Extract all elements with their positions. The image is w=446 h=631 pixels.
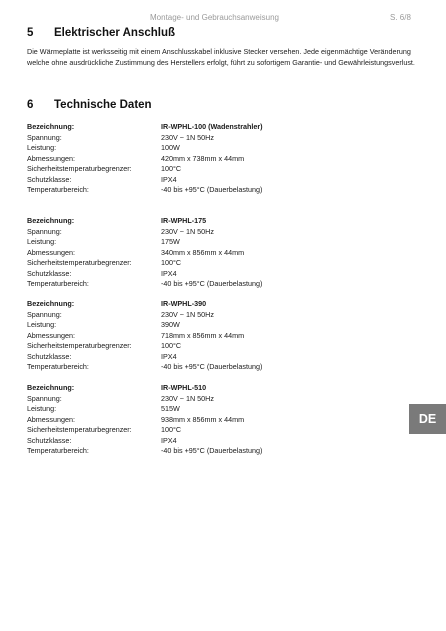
spec-value: 230V ~ 1N 50Hz [161, 393, 214, 403]
spec-label: Bezeichnung: [27, 383, 75, 392]
page-header [0, 13, 446, 25]
spec-row [27, 122, 407, 133]
spec-label: Leistung: [27, 143, 57, 152]
spec-row [27, 404, 407, 415]
spec-row [27, 154, 407, 165]
spec-value: -40 bis +95°C (Dauerbelastung) [161, 362, 263, 371]
spec-label: Sicherheitstemperaturbegrenzer: [27, 425, 132, 434]
spec-row [27, 446, 407, 457]
spec-row [27, 362, 407, 373]
spec-label: Spannung: [27, 393, 62, 403]
spec-value: 100°C [161, 425, 182, 434]
spec-value: 515W [161, 404, 180, 413]
spec-value: -40 bis +95°C (Dauerbelastung) [161, 446, 263, 455]
section-5-heading [27, 27, 175, 39]
spec-row [27, 394, 407, 405]
spec-row [27, 248, 407, 259]
spec-value: 100°C [161, 341, 182, 350]
section-6-heading [27, 99, 152, 111]
spec-row [27, 185, 407, 196]
spec-row [27, 341, 407, 352]
document-title: Montage- und Gebrauchsanweisung [150, 13, 279, 22]
spec-label: Abmessungen: [27, 153, 75, 163]
spec-label: Sicherheitstemperaturbegrenzer: [27, 164, 132, 173]
spec-label: Bezeichnung: [27, 122, 75, 131]
spec-value: IPX4 [161, 268, 177, 278]
spec-value: IR-WPHL-390 [161, 299, 207, 308]
spec-label: Schutzklasse: [27, 435, 72, 445]
spec-row [27, 320, 407, 331]
spec-label: Spannung: [27, 132, 62, 142]
spec-row [27, 133, 407, 144]
spec-label: Temperaturbereich: [27, 185, 89, 194]
spec-row [27, 415, 407, 426]
spec-value: 230V ~ 1N 50Hz [161, 226, 214, 236]
section-number: 5 [27, 27, 34, 39]
spec-value: 420mm x 738mm x 44mm [161, 153, 245, 163]
spec-row [27, 279, 407, 290]
spec-block-ir-wphl-100 [27, 122, 407, 196]
spec-value: -40 bis +95°C (Dauerbelastung) [161, 185, 263, 194]
spec-block-ir-wphl-175 [27, 216, 407, 290]
spec-label: Bezeichnung: [27, 216, 75, 225]
section-title: Technische Daten [54, 99, 152, 111]
language-tab: DE [409, 404, 446, 434]
spec-row [27, 331, 407, 342]
spec-label: Schutzklasse: [27, 174, 72, 184]
spec-value: -40 bis +95°C (Dauerbelastung) [161, 279, 263, 288]
spec-row [27, 175, 407, 186]
spec-value: 100W [161, 143, 180, 152]
spec-value: IPX4 [161, 351, 177, 361]
spec-value: IR-WPHL-175 [161, 216, 207, 225]
spec-value: 175W [161, 237, 180, 246]
spec-value: IPX4 [161, 435, 177, 445]
spec-label: Temperaturbereich: [27, 279, 89, 288]
spec-value: 718mm x 856mm x 44mm [161, 330, 245, 340]
spec-value: IR-WPHL-510 [161, 383, 207, 392]
spec-row [27, 269, 407, 280]
section-5-text: Die Wärmeplatte ist werksseitig mit einem Anschlusskabel inklusive Stecker versehen. Jede eigenmächtige Veränderung welche ohne ausdrückliche Zustimmung des Herstellers erfolgt, führt zu sofortigem Garantie- und Gewährleistungsverlust. [27, 47, 415, 67]
spec-label: Leistung: [27, 237, 57, 246]
spec-row [27, 258, 407, 269]
spec-label: Abmessungen: [27, 330, 75, 340]
section-number: 6 [27, 99, 34, 111]
spec-value: IPX4 [161, 174, 177, 184]
spec-value: 230V ~ 1N 50Hz [161, 309, 214, 319]
spec-label: Sicherheitstemperaturbegrenzer: [27, 258, 132, 267]
spec-row [27, 143, 407, 154]
spec-label: Schutzklasse: [27, 268, 72, 278]
spec-label: Temperaturbereich: [27, 446, 89, 455]
spec-label: Abmessungen: [27, 414, 75, 424]
spec-label: Temperaturbereich: [27, 362, 89, 371]
page-number: S. 6/8 [390, 13, 411, 22]
spec-row [27, 237, 407, 248]
spec-value: 100°C [161, 258, 182, 267]
spec-row [27, 310, 407, 321]
spec-label: Abmessungen: [27, 247, 75, 257]
spec-row [27, 436, 407, 447]
spec-value: 340mm x 856mm x 44mm [161, 247, 245, 257]
spec-label: Sicherheitstemperaturbegrenzer: [27, 341, 132, 350]
spec-row [27, 383, 407, 394]
spec-value: 100°C [161, 164, 182, 173]
spec-value: 390W [161, 320, 180, 329]
spec-row [27, 425, 407, 436]
spec-row [27, 227, 407, 238]
spec-value: IR-WPHL-100 (Wadenstrahler) [161, 122, 263, 131]
spec-row [27, 352, 407, 363]
spec-row [27, 216, 407, 227]
spec-row [27, 164, 407, 175]
spec-label: Leistung: [27, 404, 57, 413]
spec-label: Schutzklasse: [27, 351, 72, 361]
spec-block-ir-wphl-390 [27, 299, 407, 373]
spec-label: Bezeichnung: [27, 299, 75, 308]
spec-value: 938mm x 856mm x 44mm [161, 414, 245, 424]
section-title: Elektrischer Anschluß [54, 27, 176, 39]
spec-row [27, 299, 407, 310]
spec-label: Leistung: [27, 320, 57, 329]
spec-block-ir-wphl-510 [27, 383, 407, 457]
spec-label: Spannung: [27, 226, 62, 236]
spec-value: 230V ~ 1N 50Hz [161, 132, 214, 142]
spec-label: Spannung: [27, 309, 62, 319]
